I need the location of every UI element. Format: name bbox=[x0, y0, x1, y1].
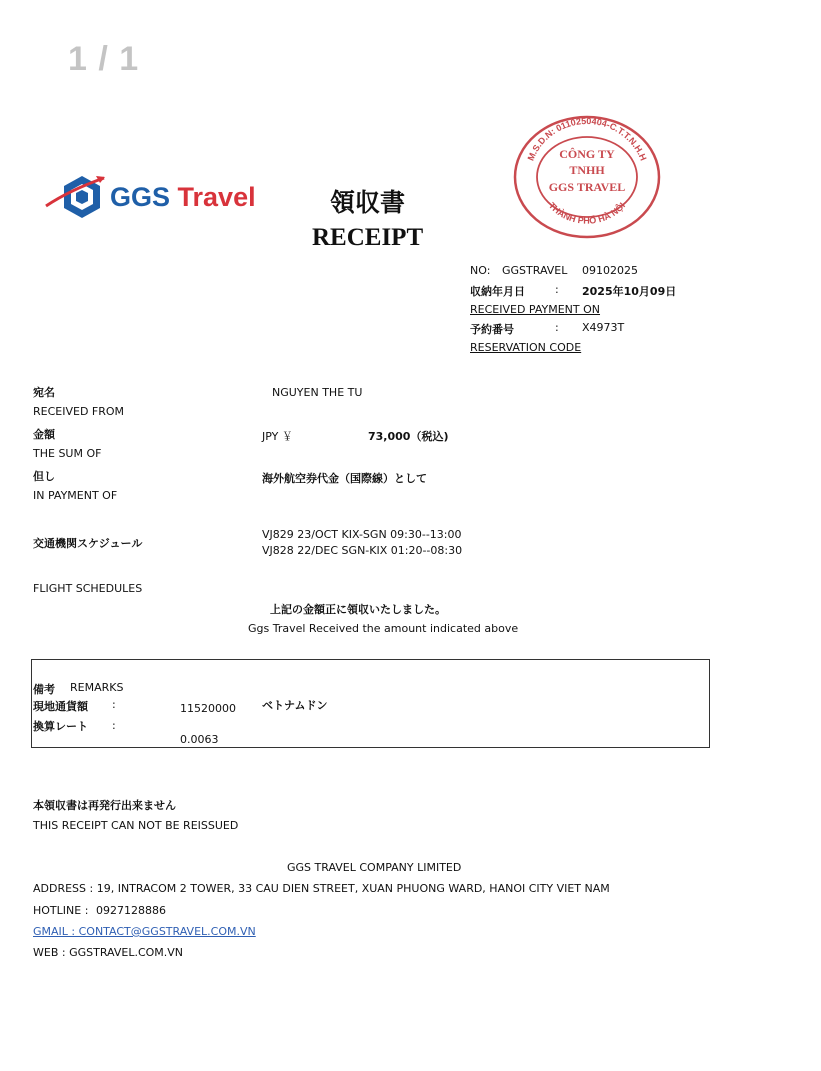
receipt-no-prefix: GGSTRAVEL bbox=[502, 264, 568, 277]
logo-travel-text: Travel bbox=[177, 181, 256, 212]
seal-stamp-icon bbox=[512, 113, 662, 239]
reservation-label-jp: 予約番号 bbox=[470, 323, 514, 336]
ggs-travel-logo bbox=[44, 172, 256, 222]
exchange-rate-colon: : bbox=[112, 719, 116, 732]
receipt-no-label: NO: bbox=[470, 264, 491, 277]
page-indicator: 1 / 1 bbox=[68, 40, 140, 78]
receipt-no-value: 09102025 bbox=[582, 264, 638, 277]
hotline-value: 0927128886 bbox=[96, 904, 166, 917]
local-currency-colon: : bbox=[112, 698, 116, 711]
remarks-label-en: REMARKS bbox=[70, 681, 124, 694]
reservation-colon: : bbox=[555, 321, 559, 334]
reissue-notice-en: THIS RECEIPT CAN NOT BE REISSUED bbox=[33, 819, 239, 832]
recipient-label-en: RECEIVED FROM bbox=[33, 405, 125, 418]
date-value: 2025年10月09日 bbox=[582, 285, 677, 298]
amount-label-en: THE SUM OF bbox=[33, 447, 102, 460]
local-currency-label: 現地通貨額 bbox=[33, 700, 88, 713]
seal-line3: GGS TRAVEL bbox=[548, 180, 626, 194]
seal-ring-text: M.S.D.N: 0110250404-C.T.T.N.H.H bbox=[525, 115, 649, 163]
seal-line1: CÔNG TY bbox=[559, 147, 615, 161]
amount-value: 73,000（税込) bbox=[368, 430, 449, 443]
confirmation-jp: 上記の金額正に領収いたしました。 bbox=[270, 603, 446, 616]
flight-schedule-row: VJ828 22/DEC SGN-KIX 01:20--08:30 bbox=[262, 544, 463, 557]
schedule-label-jp: 交通機関スケジュール bbox=[33, 537, 143, 550]
logo-ggs-text: GGS bbox=[110, 181, 171, 212]
recipient-label-jp: 宛名 bbox=[33, 386, 55, 399]
amount-currency: JPY ￥ bbox=[262, 430, 293, 443]
company-address: ADDRESS : 19, INTRACOM 2 TOWER, 33 CAU DIEN STREET, XUAN PHUONG WARD, HANOI CITY VIET NAM bbox=[33, 882, 610, 895]
remarks-label-jp: 備考 bbox=[33, 683, 55, 696]
reservation-label-en: RESERVATION CODE bbox=[470, 341, 582, 354]
ggs-logo-icon bbox=[44, 172, 106, 222]
title-en: RECEIPT bbox=[312, 224, 424, 251]
reservation-code: X4973T bbox=[582, 321, 625, 334]
exchange-rate-value: 0.0063 bbox=[180, 733, 219, 746]
company-name: GGS TRAVEL COMPANY LIMITED bbox=[287, 861, 462, 874]
logo-wordmark bbox=[110, 182, 256, 213]
email-link[interactable]: GMAIL : CONTACT@GGSTRAVEL.COM.VN bbox=[33, 925, 256, 938]
purpose-label-jp: 但し bbox=[33, 470, 55, 483]
hotline-label: HOTLINE : bbox=[33, 904, 89, 917]
title-jp: 領収書 bbox=[330, 188, 406, 217]
company-seal bbox=[512, 113, 662, 243]
reissue-notice-jp: 本領収書は再発行出来ません bbox=[33, 799, 176, 812]
date-colon: : bbox=[555, 283, 559, 296]
date-label-jp: 収納年月日 bbox=[470, 285, 525, 298]
website-text: WEB : GGSTRAVEL.COM.VN bbox=[33, 946, 184, 959]
amount-label-jp: 金額 bbox=[33, 428, 55, 441]
purpose-label-en: IN PAYMENT OF bbox=[33, 489, 118, 502]
local-currency-name: ベトナムドン bbox=[262, 699, 328, 712]
svg-text:THÀNH PHỐ HÀ NỘI bbox=[547, 200, 627, 225]
seal-ring-bottom: THÀNH PHỐ HÀ NỘI bbox=[546, 200, 628, 226]
purpose-value: 海外航空券代金（国際線）として bbox=[262, 472, 427, 485]
schedule-label-en: FLIGHT SCHEDULES bbox=[33, 582, 143, 595]
recipient-value: NGUYEN THE TU bbox=[272, 386, 363, 399]
local-currency-value: 11520000 bbox=[180, 702, 236, 715]
exchange-rate-label: 換算レート bbox=[33, 720, 88, 733]
flight-schedule-row: VJ829 23/OCT KIX-SGN 09:30--13:00 bbox=[262, 528, 462, 541]
confirmation-en: Ggs Travel Received the amount indicated above bbox=[248, 622, 519, 635]
remarks-box bbox=[31, 659, 710, 748]
seal-line2: TNHH bbox=[569, 163, 605, 177]
date-label-en: RECEIVED PAYMENT ON bbox=[470, 303, 601, 316]
